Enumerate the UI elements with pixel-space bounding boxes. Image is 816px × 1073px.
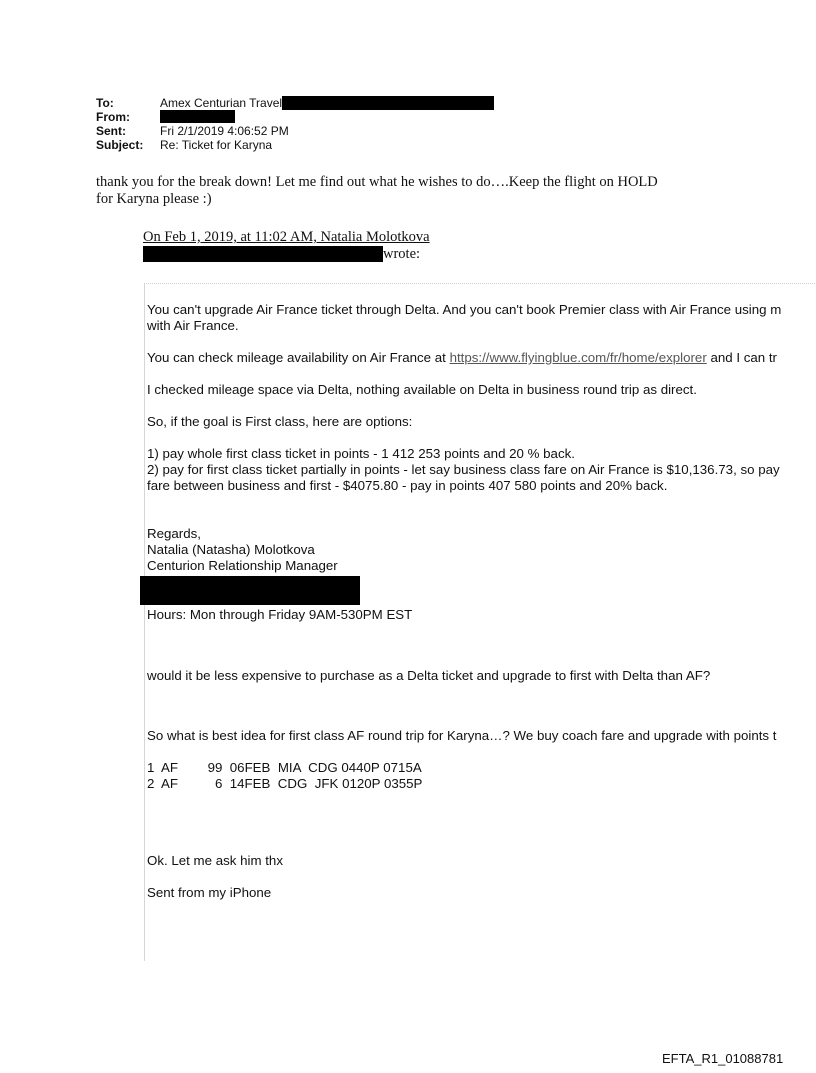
from-label: From:: [96, 110, 130, 124]
to-value: [160, 96, 494, 110]
signature-name: Natalia (Natasha) Molotkova: [147, 542, 315, 557]
signature-regards: Regards,: [147, 526, 201, 541]
subject-label: Subject:: [96, 138, 144, 152]
reply-body: [96, 174, 736, 208]
quote-paragraph: Ok. Let me ask him thx: [147, 853, 283, 868]
reply-line: thank you for the break down! Let me find out what he wishes to do….Keep the flight on HOLD: [96, 174, 658, 190]
quote-paragraph: You can't upgrade Air France ticket through Delta. And you can't book Premier class with Air France using m: [147, 302, 782, 317]
quote-header: [143, 229, 430, 263]
redaction-bar: [143, 246, 383, 262]
sent-value: Fri 2/1/2019 4:06:52 PM: [160, 124, 289, 138]
quote-paragraph: So what is best idea for first class AF round trip for Karyna…? We buy coach fare and upgrade with points t: [147, 728, 777, 743]
quote-paragraph: would it be less expensive to purchase as a Delta ticket and upgrade to first with Delta than AF?: [147, 668, 711, 683]
quote-paragraph: I checked mileage space via Delta, nothing available on Delta in business round trip as direct.: [147, 382, 697, 397]
document-id: EFTA_R1_01088781: [662, 1051, 784, 1066]
option-line: 1) pay whole first class ticket in points - 1 412 253 points and 20 % back.: [147, 446, 575, 461]
signature-hours: Hours: Mon through Friday 9AM-530PM EST: [147, 607, 413, 622]
sent-from-iphone: Sent from my iPhone: [147, 885, 272, 900]
redaction-bar: [282, 96, 494, 110]
quote-paragraph: with Air France.: [147, 318, 239, 333]
to-recipient: Amex Centurian Travel: [160, 96, 283, 110]
quote-paragraph: So, if the goal is First class, here are options:: [147, 414, 413, 429]
to-label: To:: [96, 96, 114, 110]
quote-header-line: On Feb 1, 2019, at 11:02 AM, Natalia Molotkova: [143, 229, 430, 245]
quote-text: and I can tr: [706, 350, 777, 365]
signature-title: Centurion Relationship Manager: [147, 558, 338, 573]
option-line: fare between business and first - $4075.80 - pay in points 407 580 points and 20% back.: [147, 478, 668, 493]
flight-line: 2 AF 6 14FEB CDG JFK 0120P 0355P: [147, 776, 423, 791]
option-line: 2) pay for first class ticket partially in points - let say business class fare on Air France is $10,136.73, so pay: [147, 462, 780, 477]
redaction-bar: [140, 576, 360, 605]
sent-label: Sent:: [96, 124, 126, 138]
flight-line: 1 AF 99 06FEB MIA CDG 0440P 0715A: [147, 760, 422, 775]
reply-line: for Karyna please :): [96, 191, 212, 207]
subject-value: Re: Ticket for Karyna: [160, 138, 273, 152]
flyingblue-link[interactable]: https://www.flyingblue.com/fr/home/explorer: [449, 350, 707, 365]
quote-wrote: wrote:: [383, 246, 421, 262]
quote-text: You can check mileage availability on Air France at: [147, 350, 450, 365]
quote-paragraph-link: [147, 350, 777, 366]
quote-header-wrote-line: [143, 246, 430, 263]
redaction-bar: [160, 110, 235, 123]
